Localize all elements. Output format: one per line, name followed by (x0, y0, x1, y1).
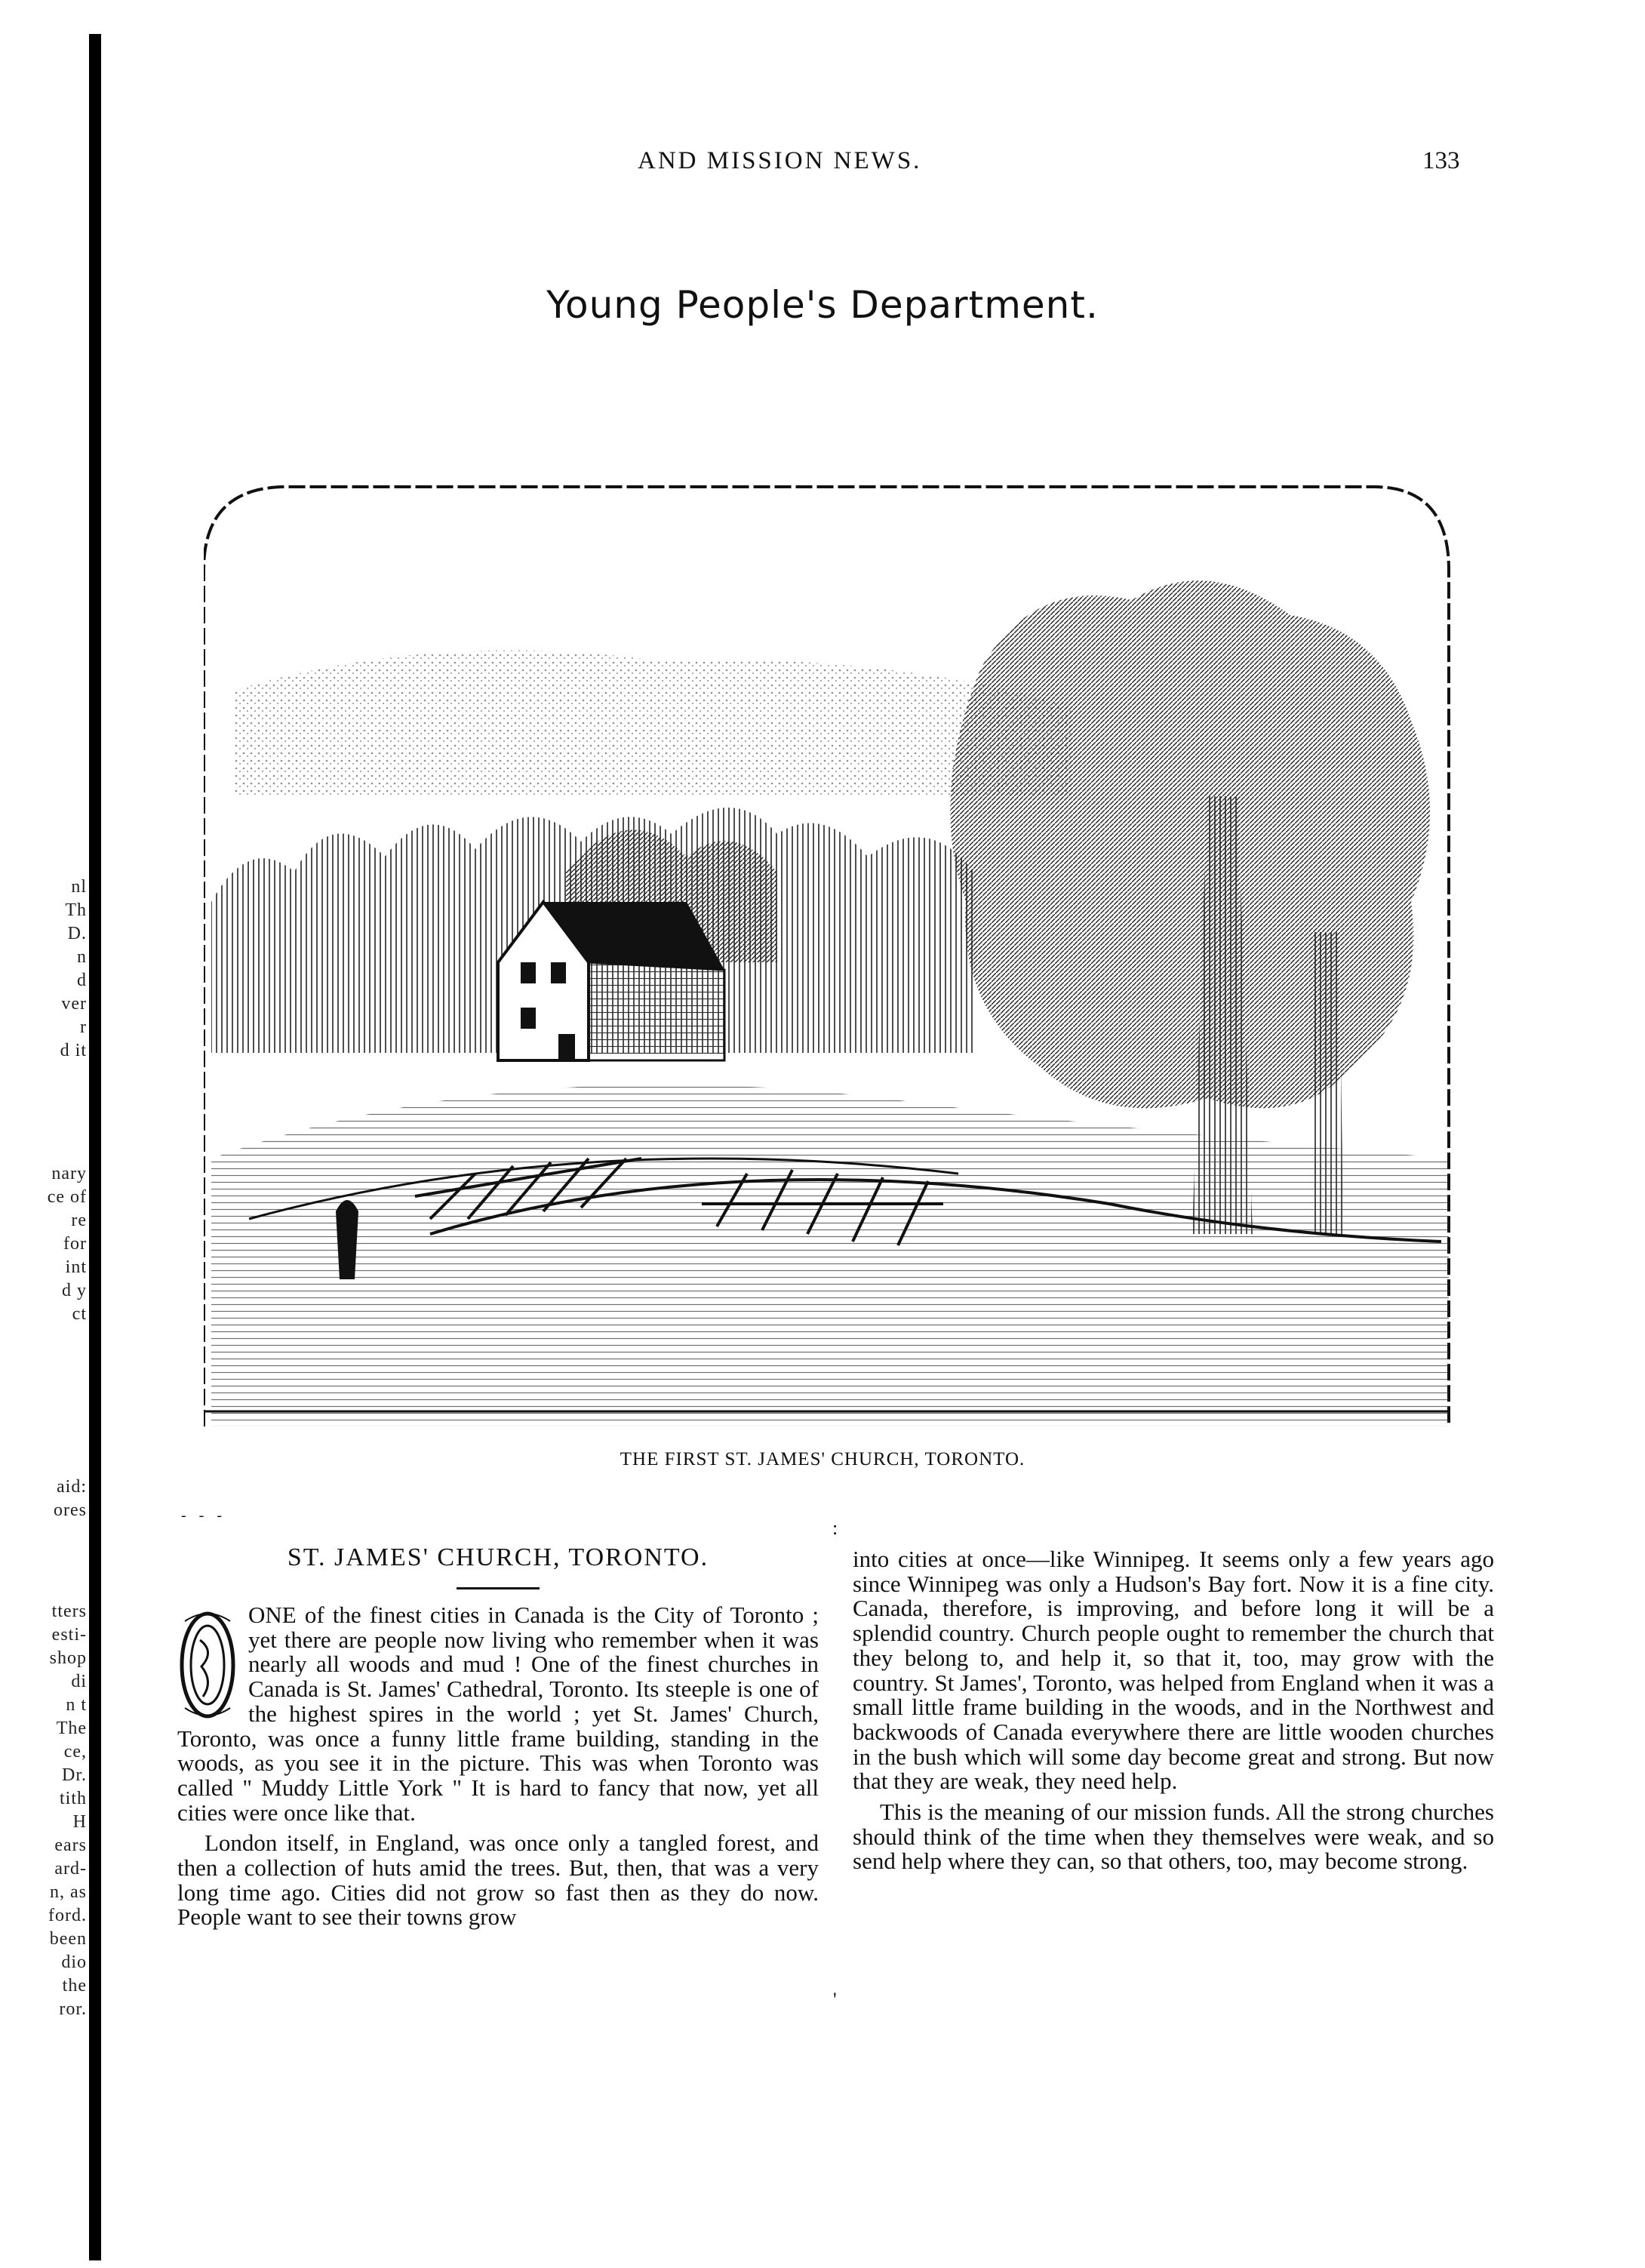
margin-fragment: ct (72, 1304, 87, 1324)
page-edge-bar (89, 34, 101, 2260)
margin-fragment: ores (54, 1500, 87, 1520)
margin-fragment: ard- (54, 1859, 87, 1879)
margin-fragment: d y (62, 1281, 87, 1300)
margin-fragment-group-3 (23, 1476, 87, 1522)
margin-fragment: shop (49, 1648, 87, 1668)
margin-fragment: H (72, 1812, 87, 1832)
margin-fragment: d (77, 971, 87, 990)
page-number: 133 (1422, 147, 1460, 174)
margin-fragment: tters (51, 1602, 87, 1621)
margin-fragment: re (71, 1211, 87, 1230)
margin-fragment: aid: (57, 1477, 87, 1497)
illustration-caption: THE FIRST ST. JAMES' CHURCH, TORONTO. (620, 1449, 1025, 1469)
margin-fragment: been (49, 1929, 87, 1949)
margin-fragment: nary (51, 1164, 87, 1183)
margin-fragment: esti- (51, 1625, 87, 1645)
margin-fragment: dio (61, 1953, 87, 1972)
stray-mark: ' (833, 1989, 837, 2011)
stray-marks: - - - (181, 1507, 226, 1524)
article-paragraph: ONE of the finest cities in Canada is the City of Toronto ; yet there are people now living who remember when it was nearly all woods and mud ! One of the finest churches in Canada is St. James' Cathedral, Toronto. Its steeple is one of the highest spires in the world ; yet St. James' Church, Toronto, was once a funny little frame building, standing in the woods, as you see it in the picture. This was when Toronto was called " Muddy Little York " It is hard to fancy that now, yet all cities were once like that. (177, 1602, 819, 1826)
title-rule (457, 1587, 540, 1589)
stray-mark: : (832, 1517, 838, 1539)
article-title: ST. JAMES' CHURCH, TORONTO. (287, 1543, 709, 1571)
article-paragraph: London itself, in England, was once only a tangled forest, and then a collection of huts amid the trees. But, then, that was a very long time ago. Cities did not grow so fast then as they do now. People want to see their towns grow (177, 1829, 819, 1931)
margin-fragment: n t (66, 1695, 87, 1715)
article-right-column (853, 1547, 1494, 1880)
margin-fragment: ford. (48, 1906, 87, 1925)
margin-fragment-group-4 (23, 1600, 87, 2021)
article-paragraph: This is the meaning of our mission funds. All the strong churches should think of the time when they themselves were weak, and so send help where they can, so that others, too, may become strong. (853, 1799, 1494, 1875)
margin-fragment: n (77, 947, 87, 967)
margin-fragment: di (71, 1672, 87, 1691)
margin-fragment: Dr. (62, 1765, 87, 1785)
margin-fragment: ror. (59, 1999, 87, 2019)
margin-fragment: ver (61, 994, 87, 1014)
church-illustration (204, 479, 1456, 1426)
margin-fragment: Th (65, 900, 87, 920)
margin-fragment: the (62, 1976, 87, 1996)
section-title: Young People's Department. (546, 283, 1099, 327)
margin-fragment-group-1 (23, 876, 87, 1063)
article-left-column (177, 1543, 819, 1936)
margin-fragment: The (56, 1719, 87, 1738)
margin-fragment: int (65, 1257, 87, 1277)
margin-fragment: nl (71, 877, 87, 897)
margin-fragment: r (80, 1017, 87, 1037)
margin-fragment: ce of (47, 1187, 87, 1207)
margin-fragment: n, as (50, 1882, 87, 1902)
running-title: AND MISSION NEWS. (638, 147, 922, 174)
article-paragraph: into cities at once—like Winnipeg. It seems only a few years ago since Winnipeg was only a Hudson's Bay fort. Now it is a fine city. Canada, therefore, is improving, and before long it will be a splendid country. Church people ought to remember the church that they belong to, and help it, so that it, too, may grow with the country. St James', Toronto, was helped from England when it was a small little frame building in the woods, and in the Northwest and backwoods of Canada everywhere there are little wooden churches in the bush which will some day become great and strong. But now that they are weak, they need help. (853, 1546, 1494, 1795)
ornamental-initial (177, 1606, 238, 1723)
margin-fragment: d it (60, 1041, 87, 1060)
margin-fragment: ce, (63, 1742, 87, 1762)
margin-fragment: tith (59, 1789, 87, 1808)
ornamental-initial-image (177, 1606, 238, 1723)
margin-fragment: for (63, 1234, 87, 1254)
margin-fragment: ears (54, 1836, 87, 1855)
margin-fragment-group-2 (23, 1162, 87, 1326)
margin-fragment: D. (67, 924, 87, 943)
engraving-image (204, 479, 1456, 1426)
